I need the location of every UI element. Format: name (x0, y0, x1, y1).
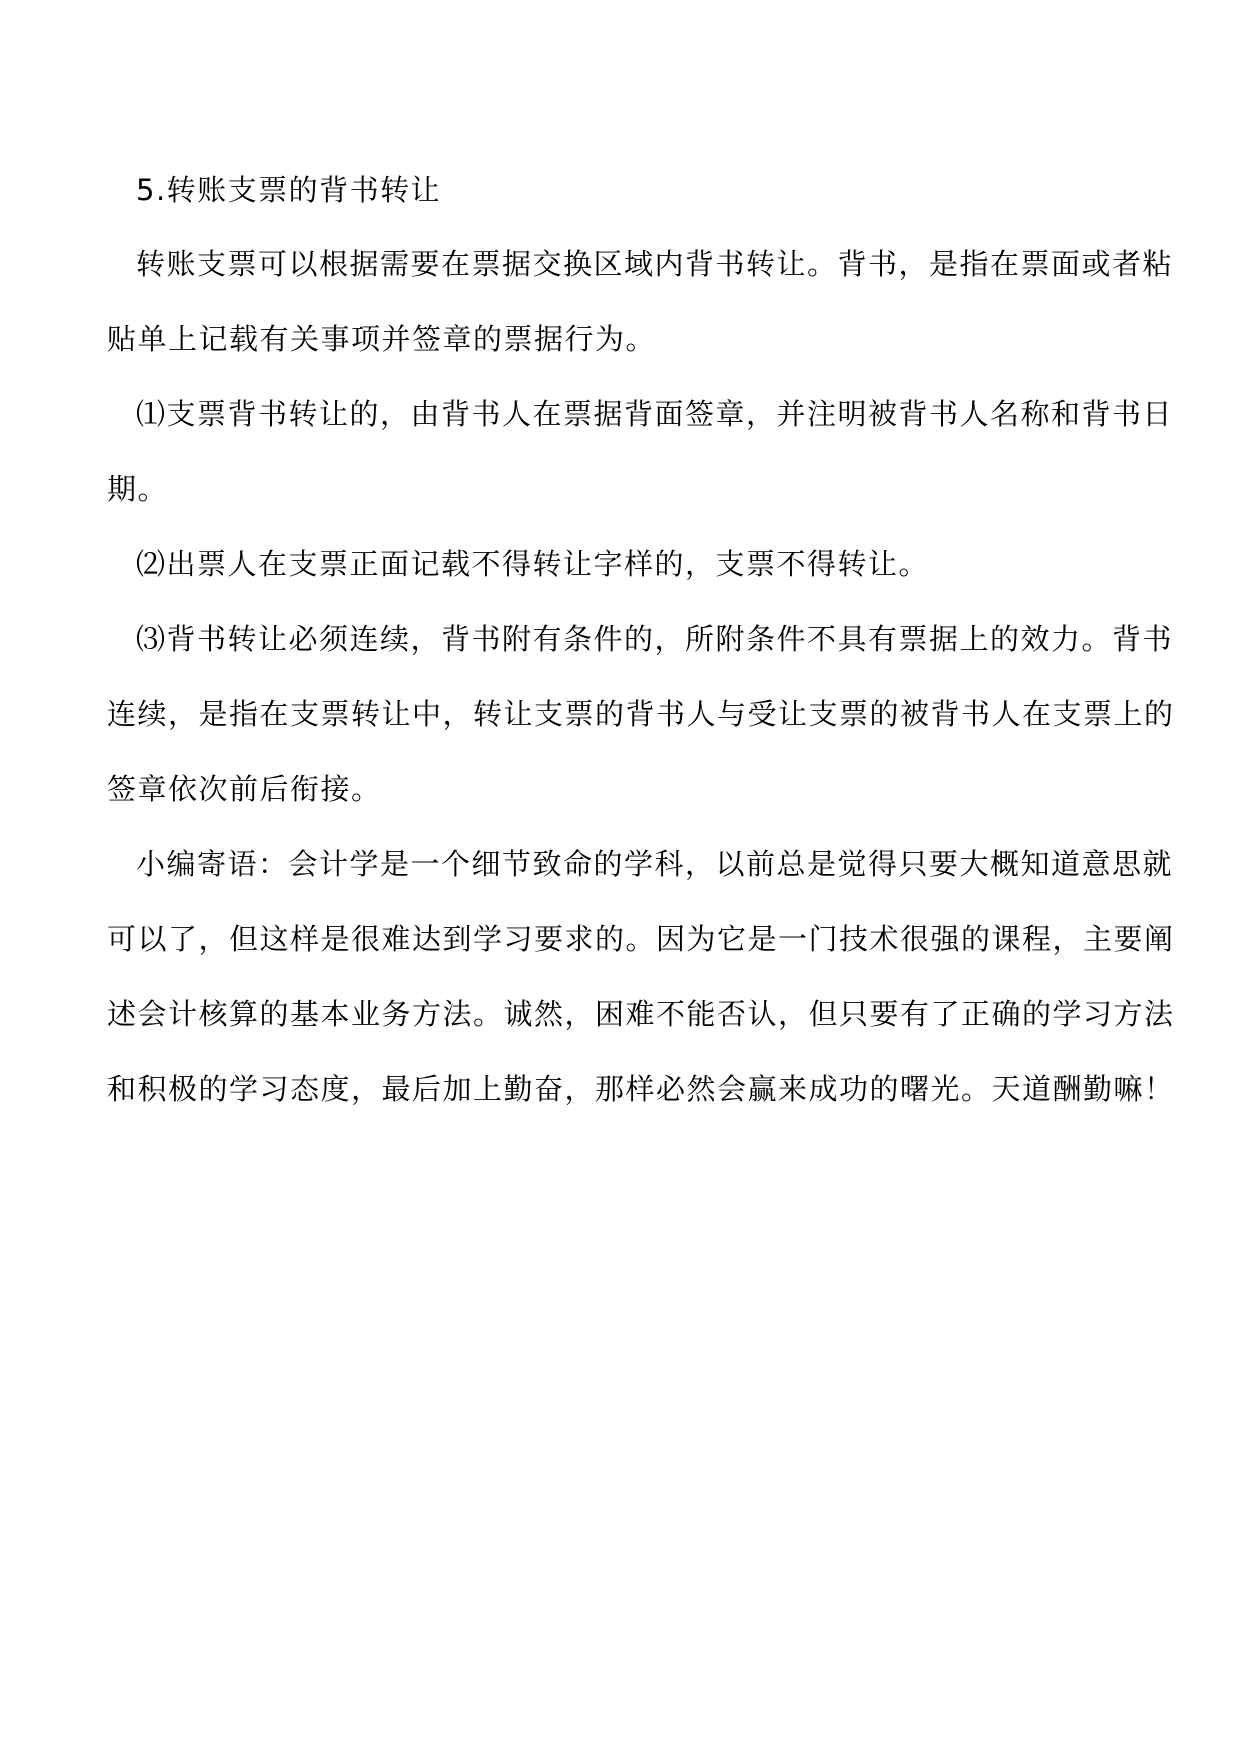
item-3-line-1: ⑶背书转让必须连续，背书附有条件的，所附条件不具有票据上的效力。背书 (136, 622, 1174, 656)
closing-line-2: 可以了，但这样是很难达到学习要求的。因为它是一门技术很强的课程，主要阐 (107, 922, 1175, 956)
closing-line-3: 述会计核算的基本业务方法。诚然，困难不能否认，但只要有了正确的学习方法 (107, 997, 1175, 1031)
paragraph-1-line-2: 贴单上记载有关事项并签章的票据行为。 (107, 322, 657, 356)
section-heading: 5.转账支票的背书转让 (136, 173, 442, 207)
paragraph-1-line-1: 转账支票可以根据需要在票据交换区域内背书转让。背书，是指在票面或者粘 (136, 247, 1174, 281)
closing-line-4: 和积极的学习态度，最后加上勤奋，那样必然会赢来成功的曙光。天道酬勤嘛！ (107, 1072, 1175, 1106)
item-1-line-1: ⑴支票背书转让的，由背书人在票据背面签章，并注明被背书人名称和背书日 (136, 397, 1174, 431)
item-3-line-2: 连续，是指在支票转让中，转让支票的背书人与受让支票的被背书人在支票上的 (107, 697, 1175, 731)
closing-line-1: 小编寄语：会计学是一个细节致命的学科，以前总是觉得只要大概知道意思就 (136, 847, 1174, 881)
item-1-line-2: 期。 (107, 472, 169, 506)
item-2-line-1: ⑵出票人在支票正面记载不得转让字样的，支票不得转让。 (136, 547, 930, 581)
item-3-line-3: 签章依次前后衔接。 (107, 772, 382, 806)
